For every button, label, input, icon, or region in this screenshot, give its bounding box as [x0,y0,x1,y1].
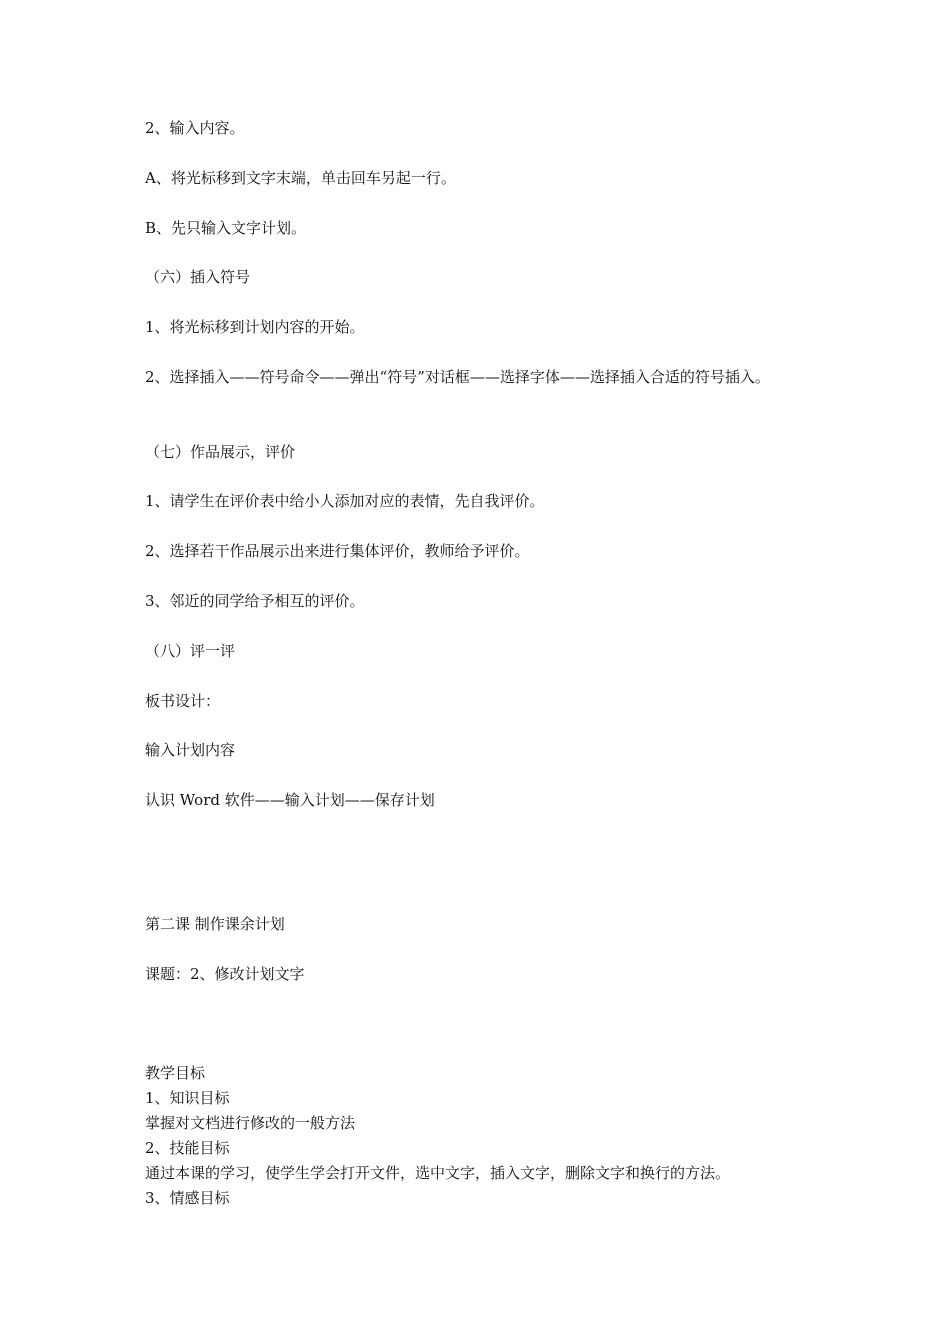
objective-skill-text: 通过本课的学习，使学生学会打开文件，选中文字，插入文字，删除文字和换行的方法。 [145,1164,731,1182]
paragraph-step-b: B、先只输入文字计划。 [145,219,307,237]
objective-knowledge-heading: 1、知识目标 [145,1089,230,1107]
paragraph-symbol-step-1: 1、将光标移到计划内容的开始。 [145,318,365,336]
objective-knowledge-text: 掌握对文档进行修改的一般方法 [145,1114,356,1132]
paragraph-board-title: 输入计划内容 [145,741,236,759]
lesson-topic: 课题：2、修改计划文字 [145,965,305,983]
objective-emotion-heading: 3、情感目标 [145,1189,230,1207]
section-heading-showcase: （七）作品展示，评价 [145,443,296,461]
objectives-heading: 教学目标 [145,1064,206,1082]
paragraph-step-a: A、将光标移到文字末端，单击回车另起一行。 [145,169,456,187]
section-heading-insert-symbol: （六）插入符号 [145,268,251,286]
paragraph-showcase-step-2: 2、选择若干作品展示出来进行集体评价，教师给予评价。 [145,542,530,560]
paragraph-showcase-step-1: 1、请学生在评价表中给小人添加对应的表情，先自我评价。 [145,492,545,510]
paragraph-input-content: 2、输入内容。 [145,119,245,137]
paragraph-showcase-step-3: 3、邻近的同学给予相互的评价。 [145,592,365,610]
paragraph-board-design-label: 板书设计： [145,692,221,710]
lesson-title: 第二课 制作课余计划 [145,915,285,933]
paragraph-symbol-step-2: 2、选择插入——符号命令——弹出“符号”对话框——选择字体——选择插入合适的符号插入。 [145,368,770,386]
objective-skill-heading: 2、技能目标 [145,1139,230,1157]
paragraph-board-flow: 认识 Word 软件——输入计划——保存计划 [145,791,435,809]
section-heading-review: （八）评一评 [145,642,236,660]
